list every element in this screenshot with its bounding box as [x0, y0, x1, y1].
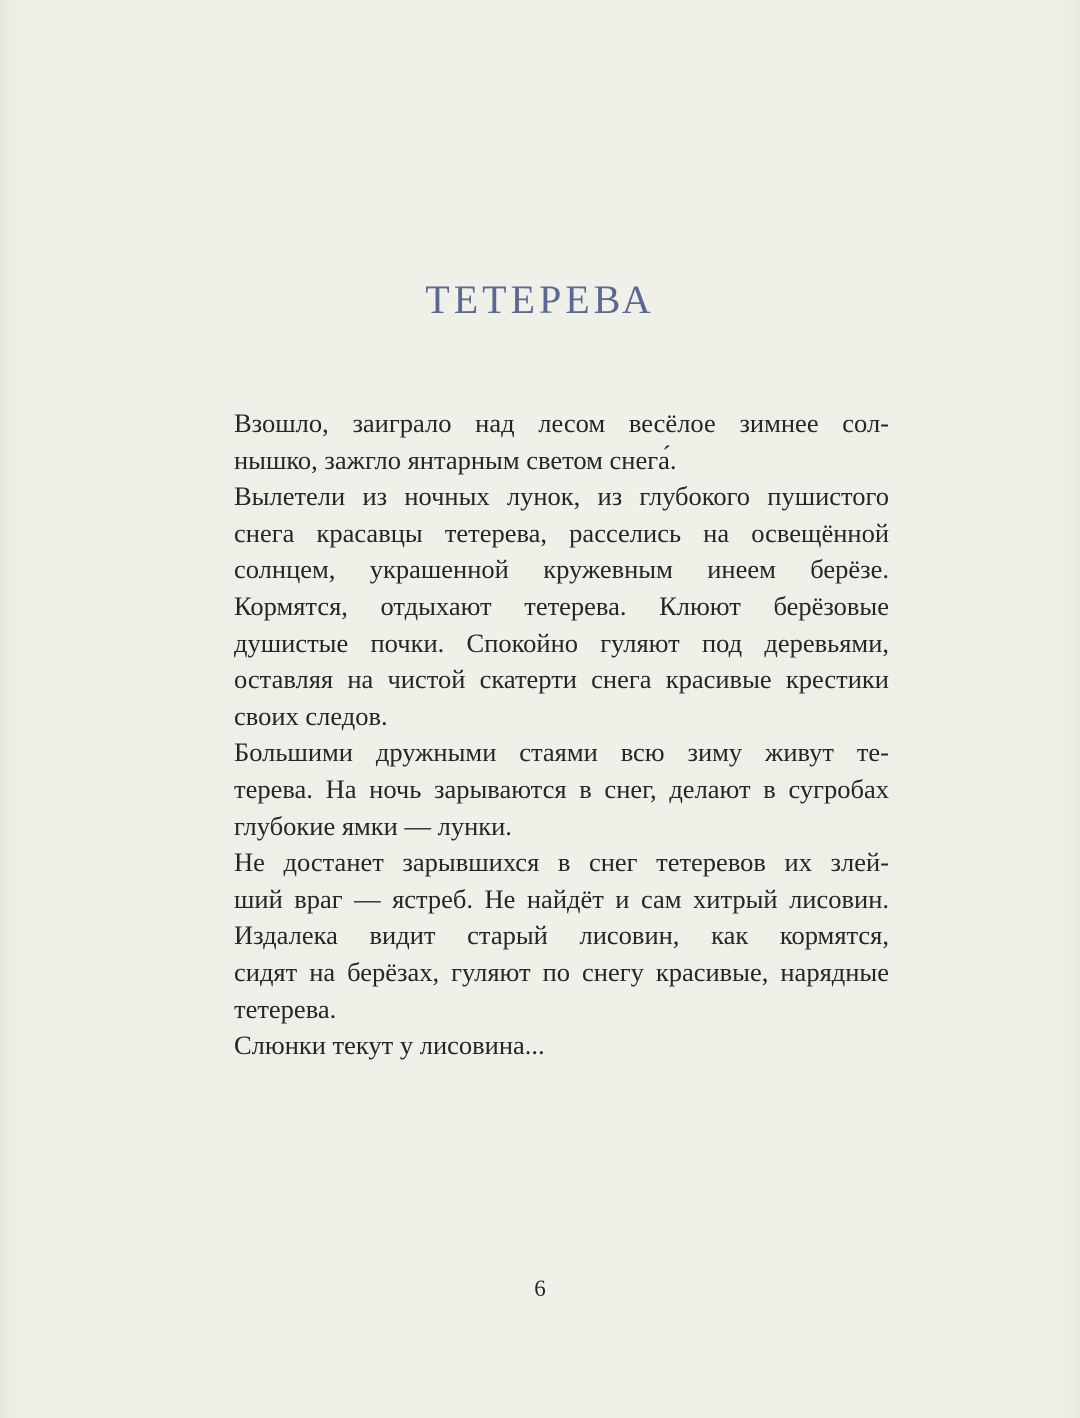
- text-line: Вылетели из ночных лунок, из глубокого пушистого: [234, 481, 889, 512]
- text-line: ший враг — ястреб. Не найдёт и сам хитрый лисовин.: [234, 883, 889, 914]
- text-line: Взошло, заиграло над лесом весёлое зимнее сол-: [234, 408, 889, 438]
- text-line: нышко, зажгло янтарным светом снега́.: [234, 444, 677, 475]
- page-number: 6: [534, 1276, 546, 1301]
- text-line: Не достанет зарывшихся в снег тетеревов их злей-: [234, 847, 889, 878]
- text-line: тетерева.: [234, 993, 337, 1024]
- text-line: своих следов.: [234, 700, 388, 731]
- text-line: солнцем, украшенной кружевным инеем берёзе.: [234, 554, 889, 585]
- text-line: Слюнки текут у лисовина...: [234, 1030, 545, 1061]
- text-line: Кормятся, отдыхают тетерева. Клюют берёзовые: [234, 590, 889, 621]
- text-line: глубокие ямки — лунки.: [234, 810, 512, 841]
- text-line: оставляя на чистой скатерти снега красивые крестики: [234, 664, 889, 695]
- chapter-title: ТЕТЕРЕВА: [425, 277, 655, 322]
- text-line: терева. На ночь зарываются в снег, делают в сугробах: [234, 773, 889, 804]
- text-line: Большими дружными стаями всю зиму живут те-: [234, 737, 889, 768]
- body-text: [234, 405, 889, 1064]
- text-line: Издалека видит старый лисовин, как кормятся,: [234, 920, 889, 951]
- text-line: снега красавцы тетерева, расселись на освещённой: [234, 517, 889, 548]
- text-line: сидят на берёзах, гуляют по снегу красивые, нарядные: [234, 956, 889, 987]
- text-line: душистые почки. Спокойно гуляют под деревьями,: [234, 627, 889, 658]
